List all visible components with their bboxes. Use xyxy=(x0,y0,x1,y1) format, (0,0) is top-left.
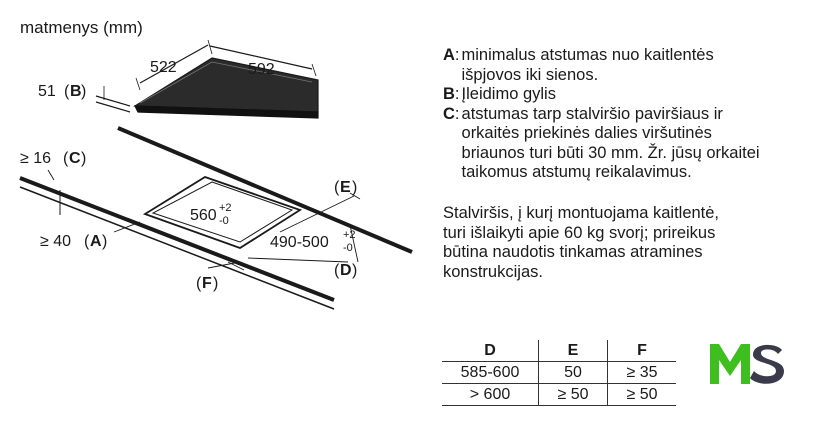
cutout-width-label: 490-500 xyxy=(270,234,329,251)
hob-depth-label: 522 xyxy=(150,59,177,76)
svg-text:): ) xyxy=(102,233,108,250)
installation-drawing xyxy=(0,0,440,330)
svg-text:): ) xyxy=(81,150,87,167)
table-cell: 50 xyxy=(539,362,608,384)
legend-key: B xyxy=(443,85,455,103)
svg-text:): ) xyxy=(352,262,358,279)
legend-item: A : minimalus atstumas nuo kaitlentės išpjovos iki sienos. xyxy=(443,46,838,85)
legend-key: A xyxy=(443,46,455,64)
label-a: A xyxy=(90,233,102,250)
table-row xyxy=(442,362,676,384)
label-c: C xyxy=(69,150,81,167)
svg-text:): ) xyxy=(352,179,358,196)
svg-text:(: ( xyxy=(64,83,70,100)
table-cell: 585-600 xyxy=(442,362,539,384)
distance-table xyxy=(442,340,676,406)
load-note: Stalviršis, į kurį montuojama kaitlentė, turi išlaikyti apie 60 kg svorį; prireikus būtina naudotis tinkamas atramines konstrukcijas. xyxy=(443,204,720,281)
label-f: F xyxy=(202,275,212,292)
table-cell: ≥ 50 xyxy=(608,384,677,406)
header-d: D xyxy=(484,341,496,359)
header-f: F xyxy=(608,340,677,362)
diagram-title: matmenys (mm) xyxy=(20,18,143,37)
svg-text:(: ( xyxy=(334,262,340,279)
table-cell: ≥ 50 xyxy=(539,384,608,406)
svg-text:): ) xyxy=(213,275,219,292)
table-header-row xyxy=(442,340,676,362)
height-label: 51 xyxy=(38,83,56,100)
cutout-width-tol-minus: -0 xyxy=(343,242,353,254)
label-d: D xyxy=(340,262,352,279)
svg-text:(: ( xyxy=(334,179,340,196)
svg-text:(: ( xyxy=(196,275,202,292)
legend-text: Įleidimo gylis xyxy=(461,85,556,103)
cutout-depth-label: 560 xyxy=(190,207,217,224)
label-b: B xyxy=(70,83,82,100)
cutout-depth-tol-minus: -0 xyxy=(219,215,229,227)
hob-width-label: 592 xyxy=(248,61,275,78)
cutout-width-tol-plus: +2 xyxy=(343,229,356,241)
cutout-depth-tol-plus: +2 xyxy=(219,202,232,214)
ms-logo xyxy=(710,340,785,386)
legend-item: C : atstumas tarp stalviršio paviršiaus ir orkaitės priekinės dalies viršutinės briaunos turi būti 30 mm. Žr. jūsų orkaitei taikomus atstumų reikalavimus. xyxy=(443,105,838,183)
table-cell: > 600 xyxy=(442,384,539,406)
table-cell: ≥ 35 xyxy=(608,362,677,384)
legend-key: C xyxy=(443,104,455,123)
legend-text: minimalus atstumas nuo kaitlentės išpjovos iki sienos. xyxy=(461,46,714,84)
svg-text:(: ( xyxy=(63,150,69,167)
legend xyxy=(443,46,838,183)
legend-item: B : Įleidimo gylis xyxy=(443,85,838,105)
legend-text: atstumas tarp stalviršio paviršiaus ir orkaitės priekinės dalies viršutinės briaunos turi būti 30 mm. Žr. jūsų orkaitei taikomus atstumų reikalavimus. xyxy=(461,104,760,181)
table-row xyxy=(442,384,676,406)
svg-text:(: ( xyxy=(84,233,90,250)
header-e: E xyxy=(539,340,608,362)
svg-text:): ) xyxy=(81,83,87,100)
label-e: E xyxy=(340,179,351,196)
min-16-label: ≥ 16 xyxy=(20,150,52,167)
min-40-label: ≥ 40 xyxy=(40,233,72,250)
